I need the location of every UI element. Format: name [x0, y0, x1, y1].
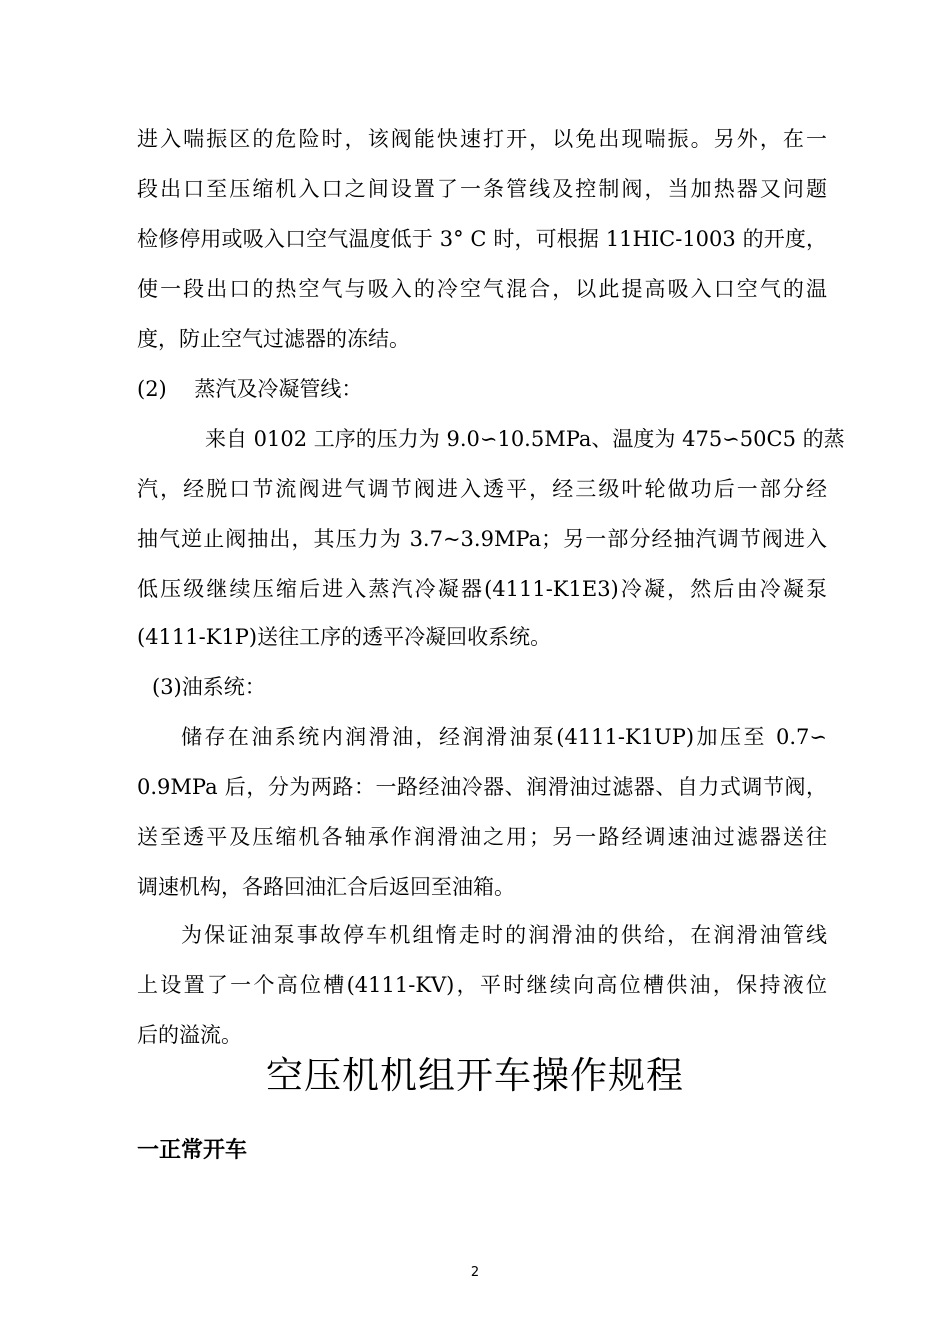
- paragraph-4-line-2: 上设置了一个高位槽(4111-KV)，平时继续向高位槽供油，保持液位: [137, 973, 827, 997]
- section-heading-normal-start: 一正常开车: [137, 1138, 248, 1163]
- paragraph-2-line-4: 低压级继续压缩后进入蒸汽冷凝器(4111-K1E3)冷凝，然后由冷凝泵: [137, 577, 827, 601]
- paragraph-1-line-4: 使一段出口的热空气与吸入的冷空气混合，以此提高吸入口空气的温: [137, 277, 827, 301]
- paragraph-1-line-2: 段出口至压缩机入口之间设置了一条管线及控制阀，当加热器又问题: [137, 177, 827, 201]
- paragraph-2-line-3: 抽气逆止阀抽出，其压力为 3.7~3.9MPa；另一部分经抽汽调节阀进入: [137, 527, 827, 551]
- paragraph-2-line-2: 汽，经脱口节流阀进气调节阀进入透平，经三级叶轮做功后一部分经: [137, 477, 827, 501]
- paragraph-3-line-3: 送至透平及压缩机各轴承作润滑油之用；另一路经调速油过滤器送往: [137, 825, 827, 849]
- paragraph-2-line-1: 来自 0102 工序的压力为 9.0∽10.5MPa、温度为 475∽50C5 的蒸: [205, 427, 845, 451]
- paragraph-1-line-3: 检修停用或吸入口空气温度低于 3° C 时，可根据 11HIC-1003 的开度，: [137, 227, 827, 251]
- paragraph-3-line-4: 调速机构，各路回油汇合后返回至油箱。: [137, 875, 515, 899]
- paragraph-4-line-3: 后的溢流。: [137, 1023, 242, 1047]
- paragraph-1-line-1: 进入喘振区的危险时，该阀能快速打开，以免出现喘振。另外，在一: [137, 127, 827, 151]
- document-title: 空压机机组开车操作规程: [266, 1054, 684, 1097]
- paragraph-1-line-5: 度，防止空气过滤器的冻结。: [137, 327, 410, 351]
- paragraph-3-line-2: 0.9MPa 后，分为两路：一路经油冷器、润滑油过滤器、自力式调节阀，: [137, 775, 827, 799]
- section-2-heading: (2) 蒸汽及冷凝管线：: [137, 377, 363, 401]
- section-3-heading: (3)油系统：: [152, 675, 266, 699]
- page-number: 2: [470, 1265, 480, 1280]
- paragraph-2-line-5: (4111-K1P)送往工序的透平冷凝回收系统。: [137, 625, 552, 649]
- paragraph-4-line-1: 为保证油泵事故停车机组惰走时的润滑油的供给，在润滑油管线: [181, 923, 827, 947]
- paragraph-3-line-1: 储存在油系统内润滑油，经润滑油泵(4111-K1UP)加压至 0.7∽: [181, 725, 827, 749]
